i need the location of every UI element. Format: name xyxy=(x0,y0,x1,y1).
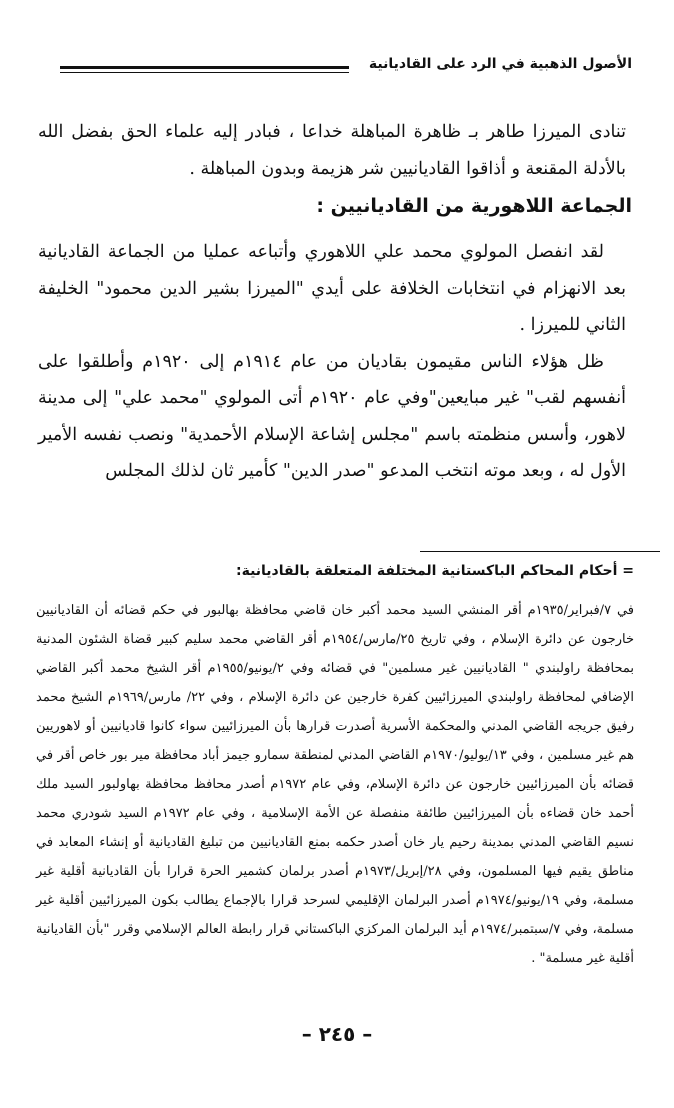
page-number: – ٢٤٥ – xyxy=(301,1022,373,1046)
paragraph-mubahala: تنادى الميرزا طاهر بـ ظاهرة المباهلة خداعا ، فبادر إليه علماء الحق بفضل الله بالأدلة المقنعة و أذاقوا القاديانيين شر هزيمة وبدون المباهلة . xyxy=(38,122,626,179)
footnote-text: في ٧/فبراير/١٩٣٥م أقر المنشي السيد محمد أكبر خان قاضي محافظة بهالبور في حكم قضائه أن القاديانيين خارجون عن دائرة الإسلام ، وفي تاريخ ٢٥/مارس/١٩٥٤م أقر القاضي محمد سليم كبير قضاة الشئون المدنية بمحافظة راولبندي " القاديانيين غير مسلمين" في قضائه وفي ٢/يونيو/١٩٥٥م أقر الشيخ محمد أكبر القاضي الإضافي لمحافظة راولبندي الميرزائيين كفرة خارجين عن دائرة الإسلام ، وفي ٢٢/ مارس/١٩٦٩م الشيخ محمد رفيق جريجه القاضي المدني والمحكمة الأسرية أصدرت قرارها بأن الميرزائيين سواء كانوا قاديانيين أو لاهوريين هم غير مسلمين ، وفي ١٣/يوليو/١٩٧٠م القاضي المدني لمنطقة سمارو جيمز أباد محافظة مير بور خاص أقر في قضائه بأن الميرزائيين خارجون عن دائرة الإسلام، وفي عام ١٩٧٢م أصدر محافظ محافظة بهاولبور السيد ملك أحمد خان قضاءه بأن الميرزائيين طائفة منفصلة عن الأمة الإسلامية ، وفي عام ١٩٧٢م السيد شودري محمد نسيم القاضي المدني بمدينة رحيم يار خان أصدر حكمه بمنع القاديانيين من تبليغ القاديانية أو إنشاء المعابد في مناطق يقيم فيها المسلمون، وفي ٢٨/إبريل/١٩٧٣م أصدر برلمان كشمير الحرة قرارا بأن القاديانية أقلية غير مسلمة، وفي ١٩/يونيو/١٩٧٤م أصدر البرلمان الإقليمي لسرحد قرارا بالإجماع يطالب بكون الميرزائيين أقلية غير مسلمة، وفي ٧/سبتمبر/١٩٧٤م أيد البرلمان المركزي الباكستاني قرار رابطة العالم الإسلامي وقرر "بأن القاديانية أقلية غير مسلمة" . xyxy=(36,603,635,966)
footnote-heading: = أحكام المحاكم الباكستانية المختلفة المتعلقة بالقاديانية: xyxy=(235,563,634,579)
footnote-separator xyxy=(420,551,660,552)
section-heading: الجماعة اللاهورية من القاديانيين : xyxy=(316,195,632,217)
header-rule xyxy=(60,66,349,69)
body-text-top xyxy=(38,114,626,187)
paragraph-lahore-group: ظل هؤلاء الناس مقيمون بقاديان من عام ١٩١٤م إلى ١٩٢٠م وأطلقوا على أنفسهم لقب" غير مبايعين"وفي عام ١٩٢٠م أتى المولوي "محمد علي" إلى مدينة لاهور، وأسس منظمته باسم "مجلس إشاعة الإسلام الأحمدية" ونصب نفسه الأمير الأول له ، وبعد موته انتخب المدعو "صدر الدين" كأمير ثان لذلك المجلس xyxy=(38,351,626,481)
running-header-title: الأصول الذهبية في الرد على القاديانية xyxy=(368,56,632,72)
header-rule-thin xyxy=(60,72,349,73)
paragraph-separation: لقد انفصل المولوي محمد علي اللاهوري وأتباعه عمليا من الجماعة القاديانية بعد الانهزام في انتخابات الخلافة على أيدي "الميرزا بشير الدين محمود" الخليفة الثاني للميرزا . xyxy=(38,242,626,335)
body-text-main xyxy=(38,234,626,490)
